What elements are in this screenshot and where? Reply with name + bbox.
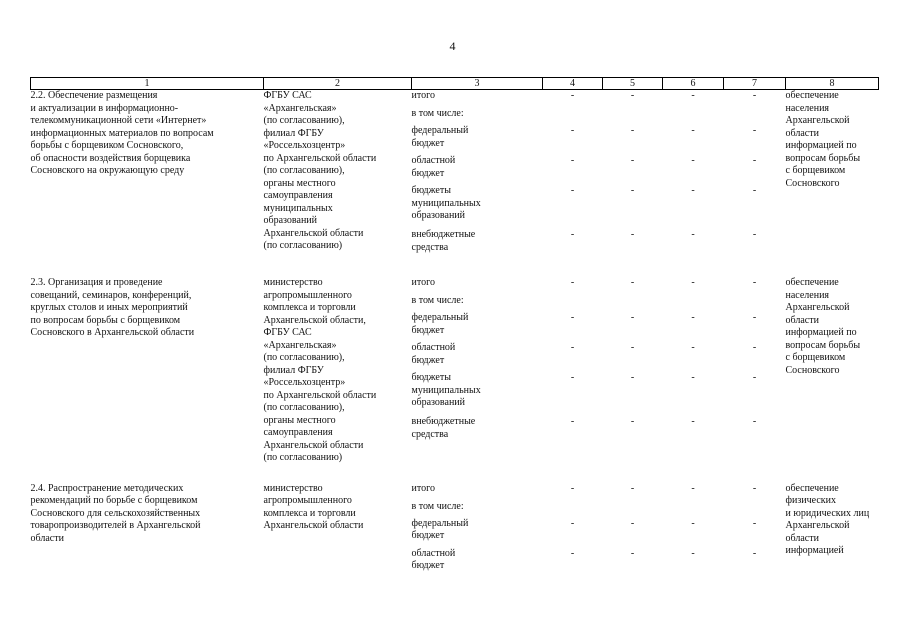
finance-source-label — [412, 518, 543, 548]
finance-source-label — [412, 229, 543, 259]
finance-value: - — [630, 125, 635, 136]
text-line: самоуправления — [263, 427, 333, 438]
text-line: борьбы с борщевиком Сосновского, — [30, 140, 184, 151]
text-line: физических — [785, 495, 836, 506]
finance-source-label — [412, 125, 543, 155]
finance-cell — [412, 90, 786, 260]
text-line: бюджет — [411, 560, 445, 571]
text-line: области — [30, 532, 64, 544]
finance-value — [603, 295, 663, 312]
text-line: комплекса и торговли — [263, 507, 356, 519]
finance-value: - — [752, 547, 757, 559]
header-cell: 4 — [543, 78, 603, 90]
finance-value: - — [570, 312, 575, 323]
text-line: Архангельской — [785, 302, 850, 313]
text-line: средства — [411, 241, 449, 253]
finance-source-label — [412, 548, 543, 578]
finance-value: - — [752, 372, 757, 383]
text-line: совещаний, семинаров, конференций, — [30, 289, 192, 301]
text-line: (по согласованию) — [263, 240, 343, 251]
text-line: образований — [263, 215, 318, 226]
text-line: обеспечение — [785, 482, 839, 494]
text-line: товаропроизводителей в Архангельской — [30, 520, 201, 531]
finance-source-label — [412, 185, 543, 229]
finance-row — [412, 295, 786, 312]
finance-value: - — [570, 372, 575, 383]
text-line: области — [785, 127, 819, 139]
finance-value: - — [691, 155, 695, 166]
text-line: филиал ФГБУ — [263, 127, 324, 139]
text-line: по Архангельской области — [263, 389, 377, 401]
finance-value: - — [752, 312, 757, 323]
finance-value: - — [752, 416, 757, 427]
text-line: агропромышленного — [263, 495, 352, 506]
text-line: информационных материалов по вопросам — [30, 127, 214, 139]
executor-cell — [264, 90, 412, 260]
finance-value: - — [752, 482, 757, 494]
finance-value: - — [570, 342, 575, 353]
finance-source-label — [412, 372, 543, 416]
finance-value: - — [752, 90, 757, 101]
header-row — [31, 78, 879, 90]
text-line: Сосновского — [785, 177, 840, 189]
finance-value: - — [691, 547, 695, 559]
finance-value: - — [691, 277, 695, 288]
finance-value: - — [752, 277, 757, 288]
finance-row — [412, 501, 786, 518]
text-line: бюджет — [411, 354, 445, 366]
text-line: муниципальных — [411, 384, 481, 396]
finance-value: - — [752, 155, 757, 166]
table-row — [31, 90, 879, 260]
finance-row — [412, 416, 786, 446]
finance-value: - — [752, 342, 757, 353]
text-line: бюджеты — [411, 372, 451, 383]
finance-value — [603, 108, 663, 125]
text-line: внебюджетные — [411, 229, 476, 240]
header-cell: 1 — [31, 78, 264, 90]
text-line: круглых столов и иных мероприятий — [30, 302, 188, 313]
finance-value: - — [630, 185, 635, 196]
text-line: (по согласованию) — [263, 452, 343, 463]
finance-value: - — [752, 185, 757, 196]
row-spacer-cell — [31, 259, 879, 277]
program-table — [30, 77, 879, 578]
measure-name-cell — [31, 483, 264, 578]
text-line: муниципальных — [263, 202, 333, 214]
expected-result-cell — [786, 277, 879, 465]
finance-value: - — [691, 125, 695, 136]
finance-row — [412, 518, 786, 548]
text-line: филиал ФГБУ — [263, 364, 324, 376]
finance-value: - — [570, 125, 575, 136]
text-line: Архангельской области — [263, 520, 364, 531]
finance-value: - — [570, 185, 575, 196]
text-line: органы местного — [263, 414, 336, 426]
text-line: Сосновского на окружающую среду — [30, 165, 185, 176]
finance-value: - — [691, 90, 695, 101]
text-line: агропромышленного — [263, 289, 352, 301]
finance-value: - — [570, 517, 575, 529]
text-line: областной — [411, 547, 456, 559]
row-spacer — [31, 465, 879, 483]
text-line: бюджет — [411, 137, 445, 149]
text-line: федеральный — [411, 517, 469, 529]
text-line: Сосновского для сельскохозяйственных — [30, 507, 201, 519]
text-line: областной — [411, 155, 456, 166]
text-line: бюджеты — [411, 185, 451, 196]
text-line: бюджет — [411, 530, 445, 541]
text-line: об опасности воздействия борщевика — [30, 152, 191, 164]
finance-value — [603, 501, 663, 518]
finance-row — [412, 90, 786, 108]
finance-row — [412, 548, 786, 578]
finance-value: - — [570, 482, 575, 494]
finance-value: - — [691, 342, 695, 353]
table-row — [31, 483, 879, 578]
finance-value: - — [691, 482, 695, 494]
text-line: Архангельской — [785, 520, 850, 531]
finance-source-label — [412, 416, 543, 446]
finance-value — [543, 501, 603, 518]
text-line: комплекса и торговли — [263, 302, 356, 313]
finance-value — [663, 501, 724, 518]
text-line: (по согласованию), — [263, 165, 345, 176]
finance-value: - — [630, 342, 635, 353]
finance-value: - — [691, 416, 695, 427]
text-line: министерство — [263, 277, 323, 288]
text-line: бюджет — [411, 167, 445, 179]
finance-row — [412, 277, 786, 295]
finance-value: - — [570, 155, 575, 166]
finance-row — [412, 185, 786, 229]
text-line: Архангельской — [785, 115, 850, 126]
text-line: (по согласованию), — [263, 115, 345, 126]
finance-source-label — [412, 501, 543, 518]
finance-value — [724, 108, 786, 125]
finance-value — [724, 501, 786, 518]
finance-value: - — [630, 416, 635, 427]
text-line: (по согласованию), — [263, 402, 345, 413]
text-line: 2.4. Распространение методических — [30, 482, 184, 494]
text-line: и актуализации в информационно- — [30, 102, 179, 114]
text-line: населения — [785, 289, 830, 301]
finance-source-label — [412, 155, 543, 185]
text-line: внебюджетные — [411, 416, 476, 427]
text-line: телекоммуникационной сети «Интернет» — [30, 115, 207, 126]
text-line: области — [785, 532, 819, 544]
finance-value: - — [630, 517, 635, 529]
text-line: по вопросам борьбы с борщевиком — [30, 314, 181, 326]
finance-row — [412, 155, 786, 185]
text-line: федеральный — [411, 312, 469, 323]
finance-value: - — [752, 229, 757, 240]
finance-cell — [412, 483, 786, 578]
finance-value: - — [691, 185, 695, 196]
finance-value: - — [570, 229, 575, 240]
finance-row — [412, 229, 786, 259]
finance-value — [543, 108, 603, 125]
finance-value: - — [630, 372, 635, 383]
text-line: Сосновского — [785, 364, 840, 376]
table-body — [31, 90, 879, 578]
finance-row — [412, 312, 786, 342]
text-line: федеральный — [411, 125, 469, 136]
measure-name-cell — [31, 90, 264, 260]
header-cell: 7 — [724, 78, 786, 90]
text-line: Архангельской области — [263, 227, 364, 239]
finance-value: - — [630, 547, 635, 559]
text-line: Архангельской области, — [263, 314, 366, 326]
text-line: ФГБУ САС — [263, 90, 312, 101]
measure-name-cell — [31, 277, 264, 465]
finance-row — [412, 125, 786, 155]
text-line: вопросам борьбы — [785, 339, 861, 351]
finance-source-label — [412, 295, 543, 312]
text-line: «Россельхозцентр» — [263, 140, 346, 151]
executor-cell — [264, 277, 412, 465]
finance-row — [412, 372, 786, 416]
executor-cell — [264, 483, 412, 578]
finance-value: - — [630, 312, 635, 323]
text-line: информацией по — [785, 327, 857, 338]
text-line: ФГБУ САС — [263, 327, 312, 338]
text-line: областной — [411, 342, 456, 353]
finance-value: - — [630, 155, 635, 166]
finance-value: - — [630, 277, 635, 288]
finance-value: - — [570, 416, 575, 427]
finance-value: - — [630, 482, 635, 494]
finance-value — [663, 295, 724, 312]
finance-value: - — [630, 90, 635, 101]
expected-result-cell — [786, 90, 879, 260]
text-line: Архангельской области — [263, 439, 364, 451]
finance-source-label — [412, 90, 543, 108]
row-spacer — [31, 259, 879, 277]
finance-value: - — [630, 229, 635, 240]
text-line: образований — [411, 397, 466, 408]
text-line: бюджет — [411, 324, 445, 336]
finance-source-label — [412, 312, 543, 342]
finance-value: - — [691, 372, 695, 383]
finance-value: - — [691, 517, 695, 529]
text-line: Сосновского в Архангельской области — [30, 327, 195, 338]
text-line: в том числе: — [411, 108, 464, 119]
finance-value: - — [691, 229, 695, 240]
text-line: информацией по — [785, 140, 857, 151]
finance-row — [412, 108, 786, 125]
finance-value: - — [570, 547, 575, 559]
header-cell: 8 — [786, 78, 879, 90]
finance-source-label — [412, 342, 543, 372]
finance-row — [412, 342, 786, 372]
text-line: средства — [411, 428, 449, 440]
text-line: обеспечение — [785, 277, 839, 288]
text-line: министерство — [263, 482, 323, 494]
expected-result-cell — [786, 483, 879, 578]
text-line: с борщевиком — [785, 352, 846, 363]
header-cell: 6 — [663, 78, 724, 90]
text-line: по Архангельской области — [263, 152, 377, 164]
text-line: рекомендаций по борьбе с борщевиком — [30, 495, 198, 506]
finance-source-label — [412, 108, 543, 125]
finance-cell — [412, 277, 786, 465]
text-line: обеспечение — [785, 90, 839, 101]
text-line: в том числе: — [411, 295, 464, 306]
text-line: (по согласованию), — [263, 352, 345, 363]
finance-source-label — [412, 277, 543, 295]
text-line: «Архангельская» — [263, 102, 337, 114]
row-spacer-cell — [31, 465, 879, 483]
text-line: итого — [411, 277, 435, 288]
finance-value — [724, 295, 786, 312]
text-line: органы местного — [263, 177, 336, 189]
text-line: вопросам борьбы — [785, 152, 861, 164]
finance-value: - — [691, 312, 695, 323]
page-number: 4 — [449, 39, 456, 53]
text-line: итого — [411, 90, 435, 101]
text-line: 2.3. Организация и проведение — [30, 277, 163, 288]
text-line: области — [785, 314, 819, 326]
finance-row — [412, 483, 786, 501]
text-line: в том числе: — [411, 500, 464, 512]
finance-source-label — [412, 483, 543, 501]
header-cell: 3 — [412, 78, 543, 90]
text-line: 2.2. Обеспечение размещения — [30, 90, 158, 101]
text-line: и юридических лиц — [785, 507, 870, 519]
text-line: населения — [785, 102, 830, 114]
header-cell: 5 — [603, 78, 663, 90]
text-line: муниципальных — [411, 197, 481, 209]
header-cell: 2 — [264, 78, 412, 90]
finance-value: - — [570, 277, 575, 288]
text-line: информацией — [785, 545, 844, 556]
text-line: «Архангельская» — [263, 339, 337, 351]
text-line: итого — [411, 482, 435, 494]
finance-value: - — [752, 125, 757, 136]
text-line: самоуправления — [263, 190, 333, 201]
table-row — [31, 277, 879, 465]
finance-value: - — [752, 517, 757, 529]
text-line: «Россельхозцентр» — [263, 377, 346, 388]
finance-value — [663, 108, 724, 125]
finance-value: - — [570, 90, 575, 101]
finance-value — [543, 295, 603, 312]
text-line: образований — [411, 210, 466, 221]
text-line: с борщевиком — [785, 165, 846, 176]
